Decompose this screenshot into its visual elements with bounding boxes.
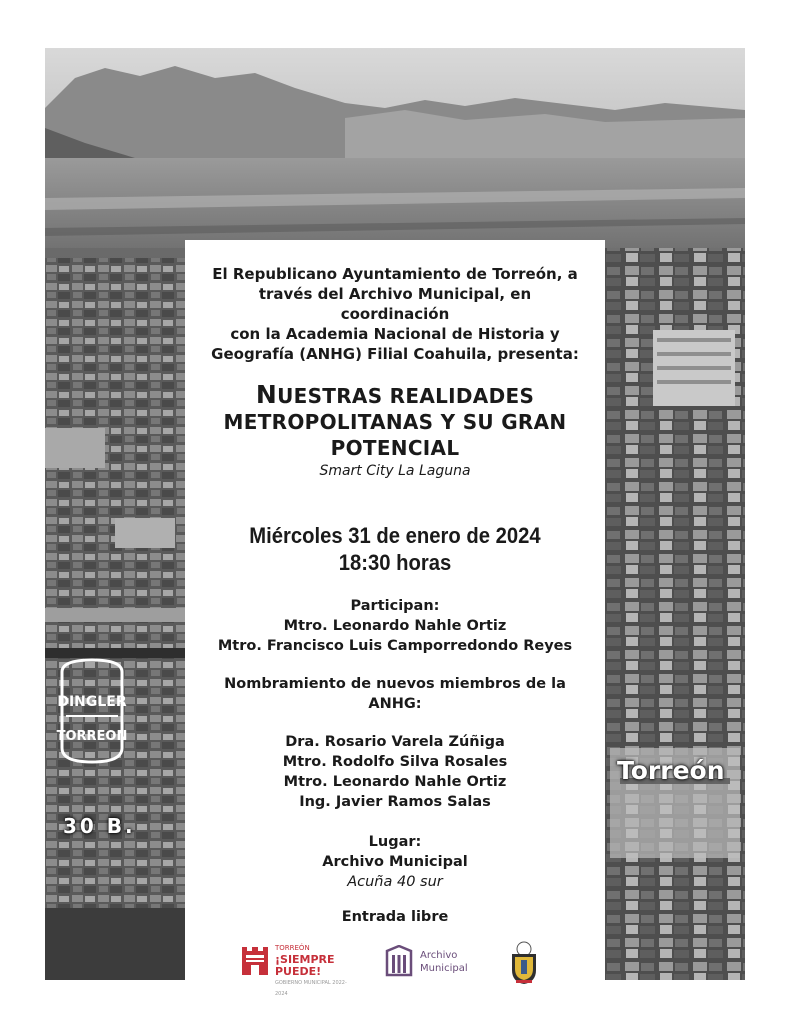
intro-line: El Republicano Ayuntamiento de Torreón, a: [212, 265, 578, 283]
title-initial: N: [255, 380, 278, 409]
flyer-card: [185, 240, 605, 1000]
event-subtitle: Smart City La Laguna: [319, 463, 471, 479]
archivo-building-icon: [385, 945, 413, 977]
archivo-logo-line1: Archivo: [420, 950, 458, 961]
intro-line: través del Archivo Municipal, en coordinación: [258, 285, 532, 323]
anhg-crest-icon: [507, 940, 541, 986]
intro-line: Geografía (ANHG) Filial Coahuila, presenta:: [211, 345, 579, 363]
participant-name: Mtro. Francisco Luis Camporredondo Reyes: [217, 638, 573, 654]
intro-text: [205, 264, 585, 364]
title-line-1: UESTRAS REALIDADES: [277, 384, 535, 408]
member-name: Mtro. Rodolfo Silva Rosales: [282, 754, 508, 770]
venue-name: Archivo Municipal: [322, 854, 468, 870]
torreon-logo-line2: PUEDE!: [275, 965, 322, 978]
title-line-2: METROPOLITANAS Y SU GRAN: [223, 410, 567, 434]
event-time: 18:30 horas: [338, 550, 452, 575]
appointment-line: Nombramiento de nuevos miembros de la: [224, 676, 566, 692]
event-datetime: [202, 522, 588, 576]
members-list: [185, 732, 605, 812]
torreon-logo: [240, 943, 350, 997]
logos-row: [185, 940, 605, 997]
intro-line: con la Academia Nacional de Historia y: [230, 325, 560, 343]
torreon-logo-line1: ¡SIEMPRE: [275, 953, 335, 966]
event-date: Miércoles 31 de enero de 2024: [249, 523, 541, 548]
dingler-sign-icon: [52, 658, 132, 770]
torreon-logo-small: TORREÓN: [275, 944, 310, 952]
entry-note: Entrada libre: [341, 909, 449, 925]
photo-caption-torreon: Torreón: [617, 756, 725, 785]
sign-text-dingler: DINGLER: [57, 694, 127, 710]
member-name: Ing. Javier Ramos Salas: [299, 794, 491, 810]
venue-address: Acuña 40 sur: [347, 874, 443, 890]
event-title: [195, 382, 595, 461]
torreon-castle-icon: [240, 945, 270, 977]
sign-text-torreon: TORREON: [56, 729, 128, 744]
archivo-municipal-logo: [385, 943, 475, 983]
venue-heading: Lugar:: [368, 834, 422, 850]
venue-section: [185, 832, 605, 892]
torreon-logo-tag: GOBIERNO MUNICIPAL 2022-2024: [275, 980, 347, 997]
appointment-line: ANHG:: [368, 696, 422, 712]
title-line-3: POTENCIAL: [330, 436, 460, 460]
member-name: Dra. Rosario Varela Zúñiga: [285, 734, 505, 750]
participants-section: [185, 596, 605, 656]
participants-heading: Participan:: [350, 598, 440, 614]
member-name: Mtro. Leonardo Nahle Ortiz: [283, 774, 507, 790]
participant-name: Mtro. Leonardo Nahle Ortiz: [283, 618, 507, 634]
archivo-logo-line2: Municipal: [420, 963, 468, 974]
appointment-heading: [185, 674, 605, 714]
photo-number-label: 30 B.: [63, 814, 136, 838]
